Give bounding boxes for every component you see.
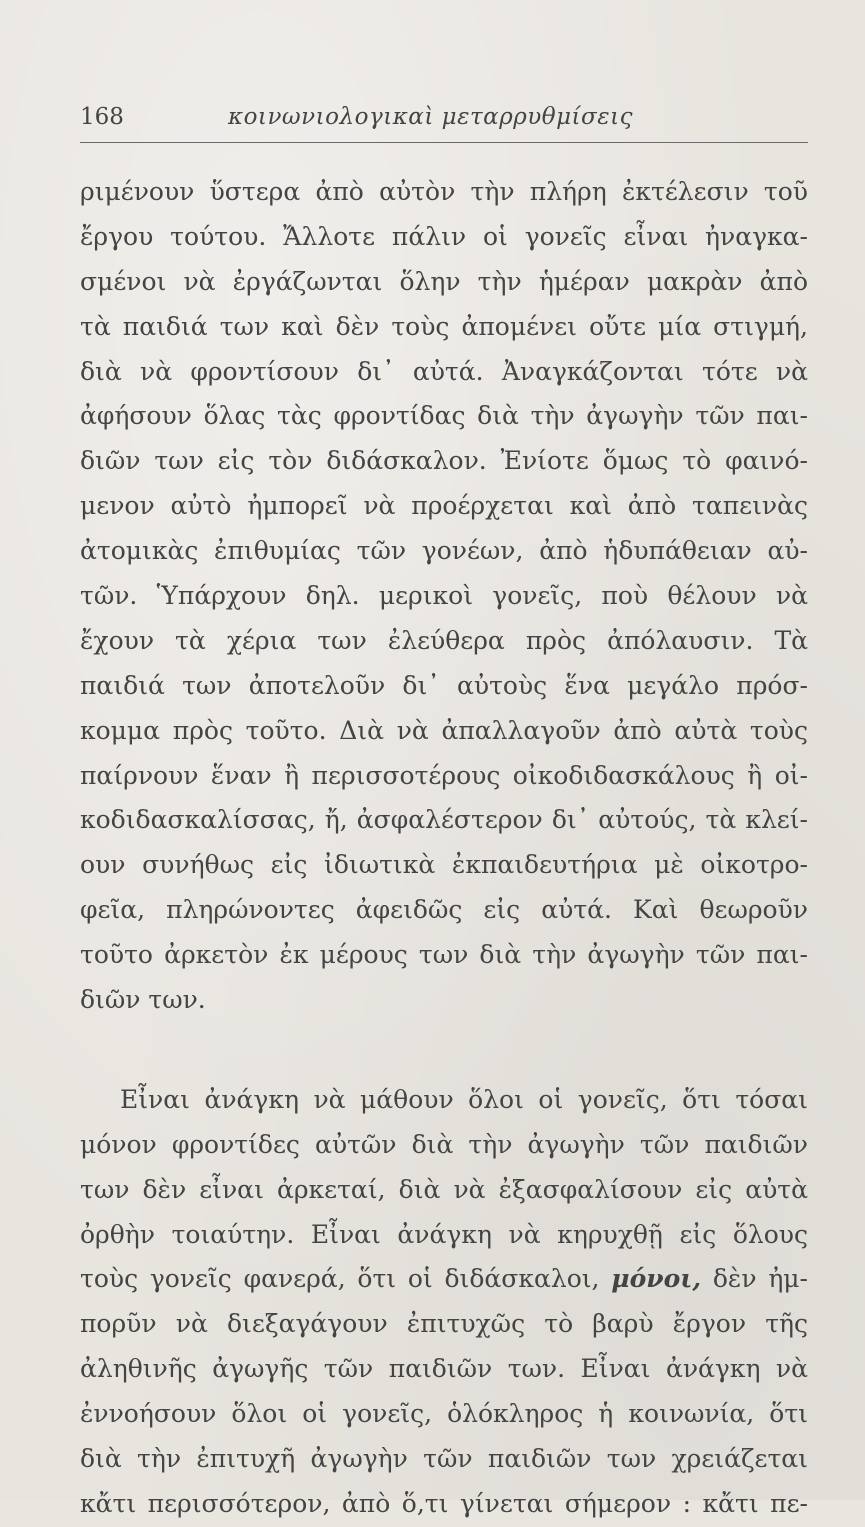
text-line: ἔχουν τὰ χέρια των ἐλεύθερα πρὸς ἀπόλαυσιν. Τὰ xyxy=(80,625,808,655)
page-number: 168 xyxy=(80,104,124,130)
emphasized-word: μόνοι, xyxy=(611,1264,702,1294)
text-span: τοὺς γονεῖς φανερά, ὅτι οἱ διδάσκαλοι, xyxy=(80,1264,600,1294)
body-text xyxy=(80,170,808,1527)
text-line: ἐννοήσουν ὅλοι οἱ γονεῖς, ὁλόκληρος ἡ κοινωνία, ὅτι xyxy=(80,1399,808,1429)
text-line: τῶν. Ὑπάρχουν δηλ. μερικοὶ γονεῖς, ποὺ θέλουν νὰ xyxy=(80,581,808,611)
text-line: ριμένουν ὕστερα ἀπὸ αὐτὸν τὴν πλήρη ἐκτέλεσιν τοῦ xyxy=(80,177,808,206)
text-line: κομμα πρὸς τοῦτο. Διὰ νὰ ἀπαλλαγοῦν ἀπὸ αὐτὰ τοὺς xyxy=(80,715,808,745)
page-header xyxy=(80,100,808,143)
text-line: σμένοι νὰ ἐργάζωνται ὅλην τὴν ἡμέραν μακρὰν ἀπὸ xyxy=(80,266,808,296)
text-line: διῶν των εἰς τὸν διδάσκαλον. Ἐνίοτε ὅμως τὸ φαινό- xyxy=(80,446,808,476)
text-line: των δὲν εἶναι ἀρκεταί, διὰ νὰ ἐξασφαλίσουν εἰς αὐτὰ xyxy=(80,1174,808,1204)
text-line: ἀτομικὰς ἐπιθυμίας τῶν γονέων, ἀπὸ ἡδυπάθειαν αὐ- xyxy=(80,536,808,566)
paragraph-1 xyxy=(80,170,808,1023)
text-line: παιδιά των ἀποτελοῦν δι᾽ αὐτοὺς ἕνα μεγάλο πρόσ- xyxy=(80,670,808,700)
text-line: πορῦν νὰ διεξαγάγουν ἐπιτυχῶς τὸ βαρὺ ἔργον τῆς xyxy=(80,1309,808,1339)
text-line: ἀφήσουν ὅλας τὰς φροντίδας διὰ τὴν ἀγωγὴν τῶν παι- xyxy=(80,401,808,431)
text-line: ἀληθινῆς ἀγωγῆς τῶν παιδιῶν των. Εἶναι ἀνάγκη νὰ xyxy=(80,1354,808,1384)
paragraph-2 xyxy=(80,1078,808,1527)
text-line xyxy=(80,1257,808,1302)
text-line: διὰ νὰ φροντίσουν δι᾽ αὐτά. Ἀναγκάζονται τότε νὰ xyxy=(80,356,808,386)
text-line: τὰ παιδιά των καὶ δὲν τοὺς ἀπομένει οὔτε μία στιγμή, xyxy=(80,311,808,341)
running-title: κοινωνιολογικαὶ μεταρρυθμίσεις xyxy=(228,104,633,130)
text-line: διῶν των. xyxy=(80,985,206,1015)
text-line: διὰ τὴν ἐπιτυχῆ ἀγωγὴν τῶν παιδιῶν των χρειάζεται xyxy=(80,1444,808,1474)
text-line: μενον αὐτὸ ἠμπορεῖ νὰ προέρχεται καὶ ἀπὸ ταπεινὰς xyxy=(80,491,808,521)
text-line: τοῦτο ἀρκετὸν ἐκ μέρους των διὰ τὴν ἀγωγὴν τῶν παι- xyxy=(80,940,808,970)
paragraph-gap xyxy=(80,1023,808,1078)
text-line: φεῖα, πληρώνοντες ἀφειδῶς εἰς αὐτά. Καὶ θεωροῦν xyxy=(80,895,808,925)
text-span: δὲν ἠμ- xyxy=(712,1264,808,1294)
text-line: Εἶναι ἀνάγκη νὰ μάθουν ὅλοι οἱ γονεῖς, ὅτι τόσαι xyxy=(120,1084,808,1114)
text-line: κοδιδασκαλίσσας, ἤ, ἀσφαλέστερον δι᾽ αὐτούς, τὰ κλεί- xyxy=(80,805,808,835)
text-line: μόνον φροντίδες αὐτῶν διὰ τὴν ἀγωγὴν τῶν παιδιῶν xyxy=(80,1129,808,1159)
text-line: ὀρθὴν τοιαύτην. Εἶναι ἀνάγκη νὰ κηρυχθῇ εἰς ὅλους xyxy=(80,1219,808,1249)
text-line: ουν συνήθως εἰς ἰδιωτικὰ ἐκπαιδευτήρια μὲ οἰκοτρο- xyxy=(80,850,808,880)
text-line: ἔργου τούτου. Ἄλλοτε πάλιν οἱ γονεῖς εἶναι ἠναγκα- xyxy=(80,221,808,251)
text-line: παίρνουν ἕναν ἢ περισσοτέρους οἰκοδιδασκάλους ἢ οἰ- xyxy=(80,760,808,790)
text-line: κἄτι περισσότερον, ἀπὸ ὅ,τι γίνεται σήμερον : κἄτι πε- xyxy=(80,1488,808,1518)
